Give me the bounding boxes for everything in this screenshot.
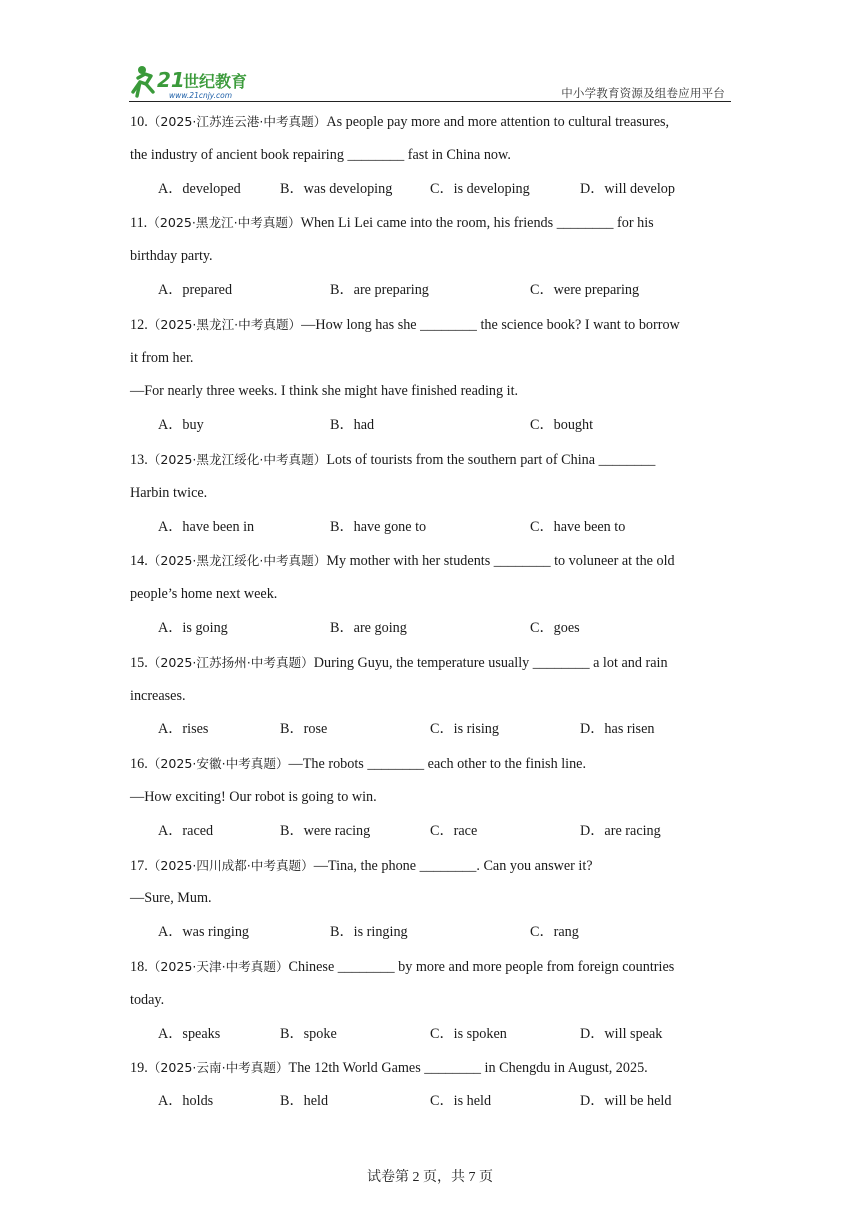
question-continuation-line [130,342,735,376]
answer-options [130,713,735,747]
question-source: （2025·江苏扬州·中考真题） [147,654,314,670]
answer-option: C．bought [530,417,594,434]
question-source: （2025·黑龙江绥化·中考真题） [147,553,327,569]
question-item [130,950,735,1051]
question-number: 18. [130,958,148,975]
answer-option: C．rang [530,924,579,941]
question-text: During Guyu, the temperature usually ________ a lot and rain [313,654,668,671]
question-text: Harbin twice. [130,484,208,501]
answer-option: A．prepared [158,281,233,298]
question-text: —Tina, the phone ________. Can you answer it? [313,857,593,874]
question-text: —Sure, Mum. [130,890,212,907]
question-stem-line [130,308,735,342]
question-item [130,206,735,307]
question-item [130,1051,735,1119]
svg-text:www.21cnjy.com: www.21cnjy.com [169,91,233,100]
answer-option: A．speaks [158,1025,221,1042]
answer-options [130,1085,735,1119]
answer-option: B．spoke [280,1025,337,1042]
question-text: As people pay more and more attention to cultural treasures, [326,114,670,130]
question-item [130,544,735,645]
question-text: increases. [130,687,186,704]
question-continuation-line [130,375,735,409]
answer-options [130,815,735,849]
answer-options [130,916,735,950]
answer-option: D．will develop [580,180,675,197]
runner-logo-icon [129,62,269,102]
question-text: today. [130,991,165,1008]
question-number: 14. [130,553,148,570]
question-continuation-line [130,781,735,815]
answer-option: B．are preparing [330,281,429,298]
question-stem-line [130,105,735,139]
answer-option: A．was ringing [158,924,250,941]
answer-option: A．buy [158,417,204,434]
answer-option: A．have been in [158,518,255,535]
question-source: （2025·黑龙江·中考真题） [147,215,301,231]
answer-option: C．race [430,822,478,839]
answer-option: A．developed [158,180,241,197]
question-stem-line [130,849,735,883]
page-header [129,62,731,102]
question-item [130,443,735,544]
logo [129,62,269,102]
question-continuation-line [130,578,735,612]
page-footer: 试卷第 2 页，共 7 页 [367,1170,493,1185]
question-text: birthday party. [130,248,213,265]
question-source: （2025·安徽·中考真题） [147,756,289,772]
question-item [130,308,735,443]
answer-option: B．held [280,1093,329,1110]
question-stem-line [130,1051,735,1085]
question-item [130,849,735,950]
question-continuation-line [130,984,735,1018]
question-stem-line [130,544,735,578]
answer-option: C．is held [430,1093,492,1110]
question-number: 16. [130,756,148,773]
answer-options [130,511,735,545]
question-source: （2025·黑龙江绥化·中考真题） [147,451,327,467]
question-stem-line [130,646,735,680]
question-source: （2025·江苏连云港·中考真题） [147,114,327,129]
question-continuation-line [130,139,735,173]
question-item [130,105,735,206]
question-text: —How long has she ________ the science book? I want to borrow [301,316,680,333]
question-text: —The robots ________ each other to the finish line. [288,756,587,773]
answer-option: B．are going [330,619,407,636]
answer-option: D．are racing [580,822,661,839]
answer-option: D．will be held [580,1093,672,1110]
answer-option: B．rose [280,721,328,738]
question-continuation-line [130,240,735,274]
answer-option: B．is ringing [330,924,408,941]
question-source: （2025·四川成都·中考真题） [147,857,314,873]
question-text: Lots of tourists from the southern part of China ________ [326,451,656,468]
question-text: My mother with her students ________ to voluneer at the old [326,553,675,570]
question-number: 10. [130,114,148,130]
question-number: 17. [130,857,148,874]
question-stem-line [130,206,735,240]
answer-option: A．holds [158,1093,214,1110]
answer-option: C．is developing [430,180,530,197]
question-continuation-line [130,882,735,916]
answer-option: D．will speak [580,1025,663,1042]
answer-option: B．were racing [280,822,371,839]
answer-option: A．is going [158,619,228,636]
question-text: the industry of ancient book repairing ________ fast in China now. [130,146,511,163]
question-stem-line [130,443,735,477]
question-text: it from her. [130,349,194,366]
question-number: 11. [130,215,148,232]
svg-text:世纪教育: 世纪教育 [183,72,248,91]
answer-option: A．raced [158,822,214,839]
question-stem-line [130,950,735,984]
answer-option: B．was developing [280,180,393,197]
answer-options [130,612,735,646]
question-source: （2025·天津·中考真题） [147,958,289,974]
question-text: Chinese ________ by more and more people from foreign countries [288,958,675,975]
question-number: 15. [130,654,148,671]
question-source: （2025·云南·中考真题） [147,1060,289,1076]
question-text: When Li Lei came into the room, his friends ________ for his [300,215,654,232]
question-list [130,105,735,1119]
answer-option: D．has risen [580,721,655,738]
answer-option: C．is rising [430,721,499,738]
question-stem-line [130,747,735,781]
answer-option: A．rises [158,721,209,738]
answer-options [130,1018,735,1052]
question-item [130,747,735,848]
svg-text:21: 21 [157,68,185,92]
answer-options [130,409,735,443]
answer-options [130,173,735,207]
answer-option: C．is spoken [430,1025,507,1042]
question-number: 13. [130,451,148,468]
question-source: （2025·黑龙江·中考真题） [147,316,302,332]
answer-option: B．had [330,417,375,434]
platform-tagline: 中小学教育资源及组卷应用平台 [561,86,725,100]
answer-option: C．have been to [530,518,626,535]
question-continuation-line [130,680,735,714]
question-number: 19. [130,1060,148,1077]
question-number: 12. [130,316,148,333]
question-text: —How exciting! Our robot is going to win. [130,788,377,805]
question-text: people’s home next week. [130,586,278,603]
question-continuation-line [130,477,735,511]
answer-option: B．have gone to [330,518,427,535]
answer-option: C．goes [530,619,580,636]
question-text: —For nearly three weeks. I think she might have finished reading it. [130,383,519,400]
answer-options [130,274,735,308]
answer-option: C．were preparing [530,281,640,298]
question-item [130,646,735,747]
header-divider [129,101,731,102]
question-text: The 12th World Games ________ in Chengdu in August, 2025. [288,1060,648,1077]
